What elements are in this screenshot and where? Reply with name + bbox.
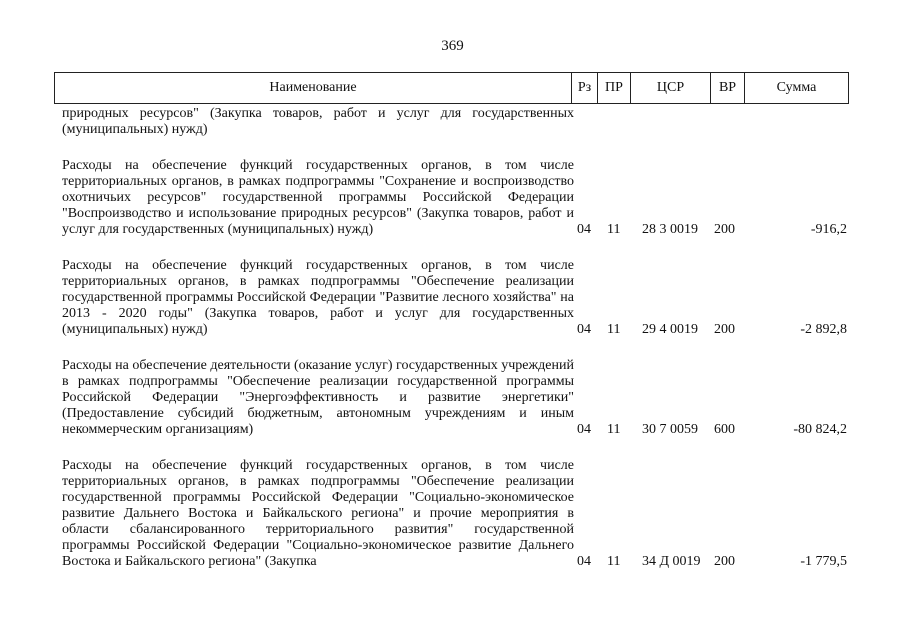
row-sum: -80 824,2	[793, 422, 847, 437]
row-vr: 200	[714, 554, 735, 569]
row-pr: 11	[607, 222, 621, 237]
header-csr: ЦСР	[630, 73, 710, 103]
row-sum: -916,2	[810, 222, 847, 237]
row-csr: 28 3 0019	[642, 222, 698, 237]
header-name: Наименование	[269, 80, 357, 95]
row-sum: -1 779,5	[800, 554, 847, 569]
row-pr: 11	[607, 322, 621, 337]
row-csr: 29 4 0019	[642, 322, 698, 337]
header-pr: ПР	[597, 73, 630, 103]
table-row	[54, 358, 849, 438]
row-sum: -2 892,8	[800, 322, 847, 337]
row-rz: 04	[577, 554, 591, 569]
table-header	[54, 72, 849, 104]
table-body	[54, 104, 849, 570]
row-vr: 200	[714, 322, 735, 337]
row-description: Расходы на обеспечение функций государственных органов, в том числе территориальных органов, в рамках подпрограммы "Обеспечение реализации государственной программы Российской Федерации "Социально-экономическое развитие Дальнего Востока и Байкальского региона" и прочие мероприятия в области сбалансированного территориального развития" государственной программы Российской Федерации "Социально-экономическое развитие Дальнего Востока и Байкальского региона" (Закупка	[62, 458, 574, 569]
table-row	[54, 158, 849, 238]
header-sum: Сумма	[744, 73, 848, 103]
table-row	[54, 106, 849, 138]
row-rz: 04	[577, 222, 591, 237]
table-row	[54, 258, 849, 338]
row-csr: 34 Д 0019	[642, 554, 701, 569]
row-pr: 11	[607, 554, 621, 569]
row-csr: 30 7 0059	[642, 422, 698, 437]
table-row	[54, 458, 849, 570]
header-rz: Рз	[571, 73, 597, 103]
row-rz: 04	[577, 322, 591, 337]
row-vr: 600	[714, 422, 735, 437]
row-vr: 200	[714, 222, 735, 237]
row-rz: 04	[577, 422, 591, 437]
row-pr: 11	[607, 422, 621, 437]
row-description: Расходы на обеспечение функций государственных органов, в том числе территориальных органов, в рамках подпрограммы "Обеспечение реализации государственной программы Российской Федерации "Развитие лесного хозяйства" на 2013 - 2020 годы" (Закупка товаров, работ и услуг для государственных (муниципальных) нужд)	[62, 258, 574, 337]
header-vr: ВР	[710, 73, 744, 103]
page-number: 369	[441, 38, 464, 54]
row-description: природных ресурсов" (Закупка товаров, работ и услуг для государственных (муниципальных) нужд)	[62, 106, 574, 137]
row-description: Расходы на обеспечение деятельности (оказание услуг) государственных учреждений в рамках подпрограммы "Обеспечение реализации государственной программы Российской Федерации "Энергоэффективность и развитие энергетики" (Предоставление субсидий бюджетным, автономным учреждениям и иным некоммерческим организациям)	[62, 358, 574, 437]
row-description: Расходы на обеспечение функций государственных органов, в том числе территориальных органов, в рамках подпрограммы "Сохранение и воспроизводство охотничьих ресурсов" государственной программы Российской Федерации "Воспроизводство и использование природных ресурсов" (Закупка товаров, работ и услуг для государственных (муниципальных) нужд)	[62, 158, 574, 237]
